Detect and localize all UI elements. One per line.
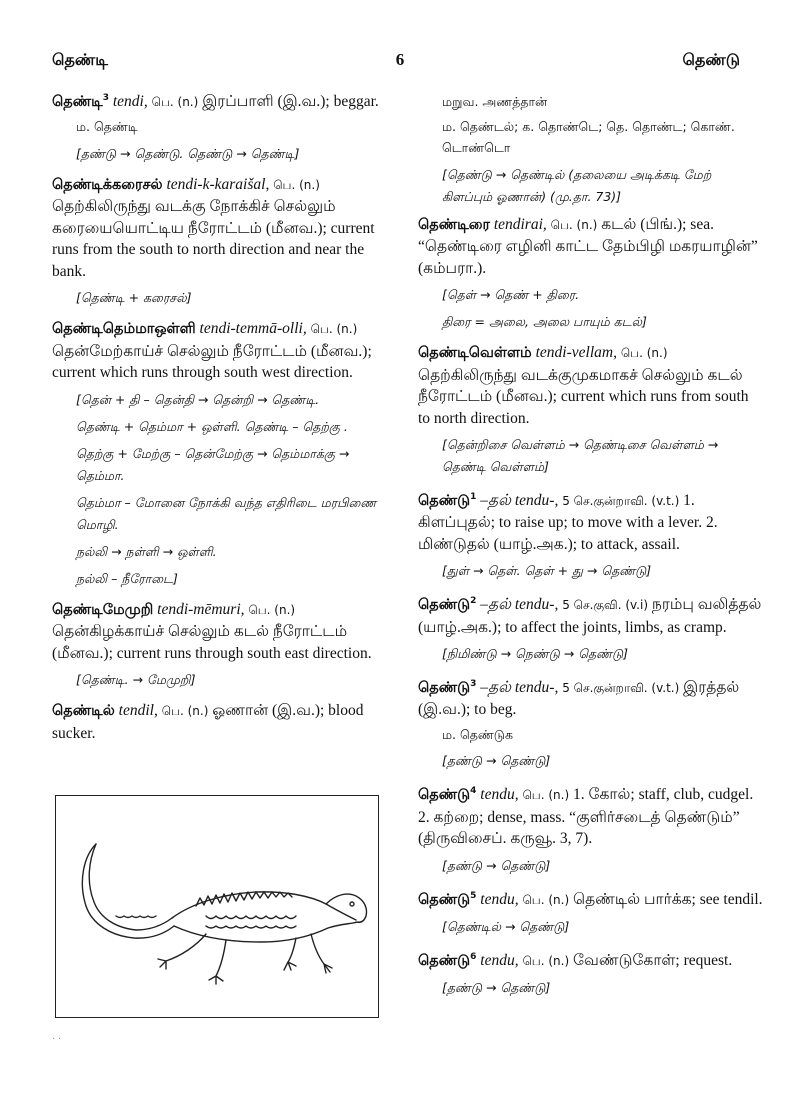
headword: தெண்டு$^4$ (418, 786, 477, 804)
grammar-label: பெ. (n.) (310, 322, 358, 337)
dictionary-entry (418, 591, 763, 665)
romanization: –தல் tendu-, (480, 491, 559, 509)
romanization: tendi-mēmuri, (157, 600, 245, 618)
grammar-label: பெ. (n.) (522, 892, 570, 907)
romanization: –தல் tendu-, (480, 596, 559, 614)
definition: 1. கோல்; staff, club, cudgel. 2. கற்றை; dense, mass. “குளிர்சடைத் தெண்டும்” (திருவிசைப். கருவூ. 3, 7). (418, 786, 754, 848)
romanization: tendu, (480, 890, 519, 908)
grammar-label: 5 செ.குன்றாவி. (v.t.) (562, 680, 680, 695)
etymology-line: [தெண்டி + கரைசல்] (76, 290, 192, 306)
romanization: tendirai, (493, 215, 547, 233)
headword: தெண்டு$^1$ (418, 492, 477, 509)
dictionary-entry (52, 88, 384, 165)
grammar-label: பெ. (n.) (151, 94, 199, 109)
dictionary-entry (52, 174, 384, 310)
etymology-line: [தெண்டு → தெண்டில் (தலையை அடிக்கடி மேற் கிளப்பும் ஓணான்) (மு.தா. 73)] (442, 166, 712, 204)
romanization: –தல் tendu-, (480, 678, 559, 696)
definition: தென்கிழக்காய்ச் செல்லும் கடல் நீரோட்டம் (மீனவ.); current runs through south east direction. (52, 623, 372, 662)
grammar-label: பெ. (n.) (620, 346, 668, 360)
etymology-line: [தண்டு → தெண்டு] (442, 857, 551, 873)
homonym-number: 3 (470, 679, 477, 690)
romanization: tendi-temmā-olli, (199, 320, 307, 338)
lizard-figure (55, 795, 379, 1018)
etymology-line: தெம்மா – மோனை நோக்கி வந்த எதிரிடை மரபிணை மொழி. (76, 494, 377, 532)
etymology-line: [தென்றிசை வெள்ளம் → தெண்டிசை வெள்ளம் → தெண்டி வெள்ளம்] (442, 437, 719, 474)
romanization: tendu, (480, 951, 519, 969)
homonym-number: 6 (470, 952, 477, 963)
etymology-line: தெண்டி + தெம்மா + ஒள்ளி. தெண்டி – தெற்கு . (76, 418, 348, 434)
dictionary-entry (52, 318, 384, 590)
homonym-number: 3 (102, 93, 109, 103)
headword: தெண்டு$^3$ (418, 679, 477, 696)
romanization: tendu, (480, 786, 519, 804)
definition: தெண்டில் பார்க்க; see tendil. (573, 890, 763, 908)
homonym-number: 4 (470, 786, 477, 797)
homonym-number: 1 (470, 492, 477, 502)
etymology-line: [தெண்டில் → தெண்டு] (442, 919, 570, 935)
definition: தெற்கிலிருந்து வடக்கு நோக்கிச் செல்லும் கரையையொட்டிய நீரோட்டம் (மீனவ.); current runs from the south to north direction and near the bank. (52, 198, 375, 280)
dictionary-entry (52, 599, 384, 692)
cognate-line: ம. தெண்டுக (442, 726, 513, 742)
romanization: tendi-k-karaišal, (166, 175, 270, 193)
cognate-line: மறுவ. அணத்தான் (442, 94, 548, 109)
headword: தெண்டிதெம்மாஒள்ளி (52, 321, 196, 338)
running-head-right: தெண்டு (682, 50, 740, 69)
right-column (418, 88, 763, 1008)
etymology-line: தெற்கு + மேற்கு – தென்மேற்கு → தெம்மாக்கு → தெம்மா. (76, 445, 350, 483)
etymology-line: [தெள் → தெண் + திரை. (442, 287, 580, 302)
grammar-label: பெ. (n.) (248, 602, 296, 617)
headword: தெண்டில் (52, 703, 115, 720)
left-column (52, 88, 384, 753)
grammar-label: பெ. (n.) (522, 953, 570, 968)
headword: தெண்டு$^2$ (418, 596, 477, 614)
homonym-number: 5 (470, 890, 477, 901)
definition: வேண்டுகோள்; request. (573, 951, 733, 969)
cognate-line: ம. தெண்டி (76, 119, 138, 135)
etymology-line: [தெண்டி. → மேமுறி] (76, 672, 196, 688)
headword: தெண்டிரை (418, 216, 490, 233)
dictionary-entry (418, 947, 763, 999)
dictionary-entry (418, 674, 763, 772)
dictionary-entry (418, 214, 763, 334)
dictionary-entry (418, 342, 763, 478)
definition: கடல் (பிங்.); sea. “தெண்டிரை எழினி காட்ட தேம்பிழி மகரயாழின்” (கம்பரா.). (418, 215, 758, 277)
grammar-label: பெ. (n.) (161, 704, 209, 719)
etymology-line: [தண்டு → தெண்டு. தெண்டு → தெண்டி] (76, 145, 300, 161)
grammar-label: 5 செ.குன்றாவி. (v.t.) (562, 493, 680, 508)
definition: தெற்கிலிருந்து வடக்குமுகமாகச் செல்லும் கடல் நீரோட்டம் (மீனவ.); current which runs from south to north direction. (418, 366, 749, 427)
grammar-label: 5 செ.குவி. (v.i) (562, 598, 649, 613)
definition: 1. கிளப்புதல்; to raise up; to move with a lever. 2. மிண்டுதல் (யாழ்.அக.); to attack, assail. (418, 491, 718, 553)
etymology-line: நல்லி → நள்ளி → ஒள்ளி. (76, 543, 217, 559)
headword: தெண்டிமேமுறி (52, 601, 154, 618)
definition: இரப்பாளி (இ.வ.); beggar. (202, 92, 379, 110)
grammar-label: பெ. (n.) (522, 788, 570, 803)
dictionary-entry (418, 781, 763, 876)
romanization: tendi-vellam, (535, 344, 617, 361)
continued-entry (418, 91, 763, 208)
etymology-line: [நிமிண்டு → நெண்டு → தெண்டு] (442, 646, 629, 662)
headword: தெண்டிக்கரைசல் (52, 176, 163, 193)
etymology-line: நல்லி – நீரோடை] (76, 570, 178, 586)
cognate-line: ம. தெண்டல்; க. தொண்டெ; தெ. தொண்ட; கொண். டொண்டொ (442, 118, 735, 155)
romanization: tendil, (118, 702, 158, 720)
headword: தெண்டி$^3$ (52, 93, 109, 110)
homonym-number: 2 (470, 596, 477, 607)
etymology-line: [தண்டு → தெண்டு] (442, 753, 551, 769)
running-head-left: தெண்டி (52, 50, 108, 69)
etymology-line: [துள் → தெள். தெள் + து → தெண்டு] (442, 563, 652, 579)
etymology-line: திரை = அலை, அலை பாயும் கடல்] (442, 314, 647, 329)
headword: தெண்டு$^6$ (418, 952, 477, 969)
page-speck: · · (52, 1034, 62, 1045)
dictionary-entry (418, 886, 763, 938)
dictionary-entry (52, 700, 384, 744)
etymology-line: [தண்டு → தெண்டு] (442, 980, 551, 996)
definition: தென்மேற்காய்ச் செல்லும் நீரோட்டம் (மீனவ.); current which runs through south west direction. (52, 342, 372, 382)
headword: தெண்டு$^5$ (418, 890, 477, 908)
dictionary-entry (418, 487, 763, 582)
grammar-label: பெ. (n.) (273, 177, 320, 192)
headword: தெண்டிவெள்ளம் (418, 345, 532, 361)
definition: ஓணான் (இ.வ.); blood sucker. (52, 702, 364, 742)
lizard-illustration-icon (56, 796, 377, 1016)
grammar-label: பெ. (n.) (550, 217, 598, 232)
definition: இரத்தல் (இ.வ.); to beg. (418, 678, 740, 719)
definition: நரம்பு வலித்தல் (யாழ்.அக.); to affect the joints, limbs, as cramp. (418, 596, 762, 636)
etymology-line: [தென் + தி – தென்தி → தென்றி → தெண்டி. (76, 391, 320, 407)
page-number: 6 (395, 50, 405, 69)
romanization: tendi, (112, 92, 148, 110)
